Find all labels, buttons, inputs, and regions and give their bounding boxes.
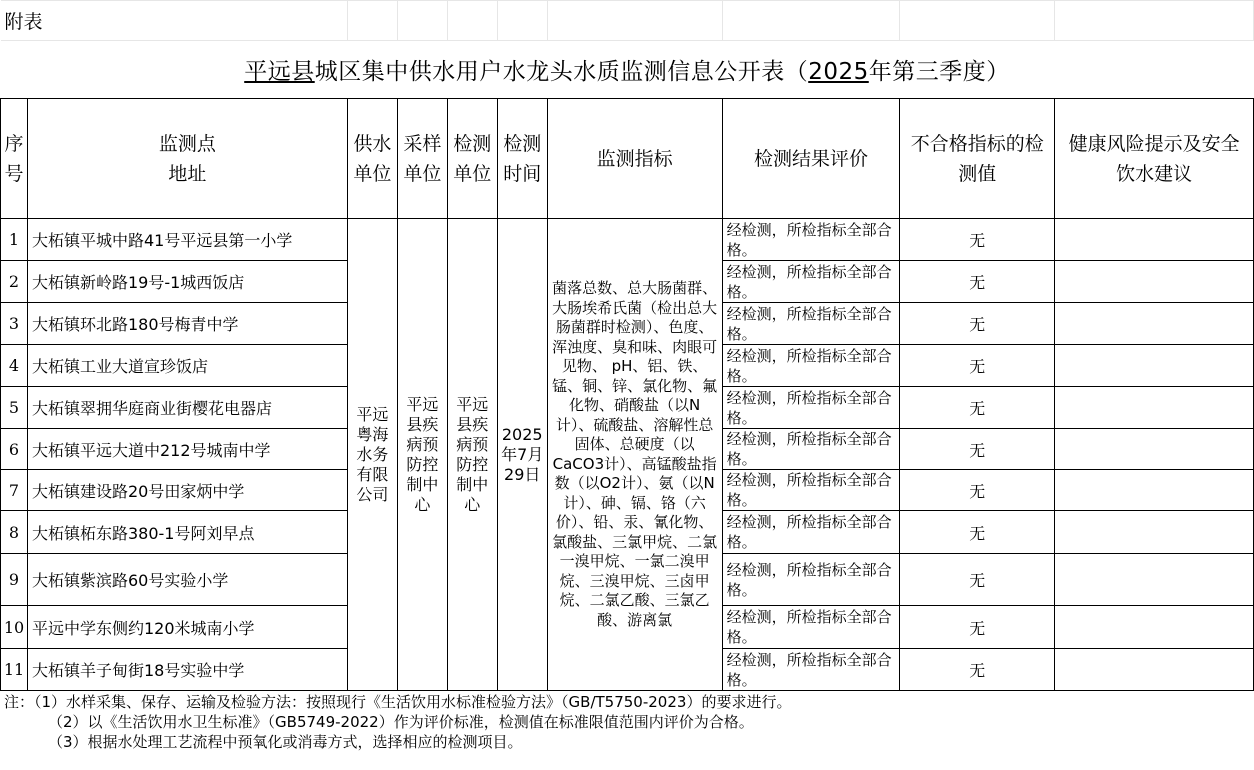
row-advice[interactable] xyxy=(1055,511,1254,554)
title-suffix: 年第三季度） xyxy=(868,59,1010,85)
row-number[interactable]: 5 xyxy=(1,387,28,429)
title-year: 2025 xyxy=(808,59,869,85)
col-header-advice[interactable]: 健康风险提示及安全饮水建议 xyxy=(1055,99,1254,219)
row-address[interactable]: 大柘镇建设路20号田家炳中学 xyxy=(27,470,347,511)
table-row xyxy=(1,219,1254,261)
col-header-nonconform[interactable]: 不合格指标的检测值 xyxy=(900,99,1055,219)
row-number[interactable]: 11 xyxy=(1,649,28,691)
appendix-label[interactable]: 附表 xyxy=(1,1,348,41)
row-advice[interactable] xyxy=(1055,649,1254,691)
row-advice[interactable] xyxy=(1055,261,1254,303)
row-evaluation[interactable]: 经检测，所检指标全部合格。 xyxy=(722,649,900,691)
indicators-cell[interactable]: 菌落总数、总大肠菌群、大肠埃希氏菌（检出总大肠菌群时检测）、色度、浑浊度、臭和味、肉眼可见物、 pH、铝、铁、锰、铜、锌、氯化物、氟化物、硝酸盐（以N计）、硫酸盐、溶解性总固体、总硬度（以CaCO3计）、高锰酸盐指数（以O2计）、氨（以N计）、砷、镉、铬（六价）、铅、汞、氰化物、氯酸盐、三氯甲烷、二氯一溴甲烷、一氯二溴甲烷、三溴甲烷、三卤甲烷、二氯乙酸、三氯乙酸、游离氯 xyxy=(547,219,722,691)
title-row xyxy=(1,41,1254,99)
row-evaluation[interactable]: 经检测，所检指标全部合格。 xyxy=(722,554,900,606)
row-number[interactable]: 9 xyxy=(1,554,28,606)
row-number[interactable]: 3 xyxy=(1,303,28,345)
row-address[interactable]: 大柘镇环北路180号梅青中学 xyxy=(27,303,347,345)
row-address[interactable]: 大柘镇平远大道中212号城南中学 xyxy=(27,429,347,470)
row-address[interactable]: 大柘镇平城中路41号平远县第一小学 xyxy=(27,219,347,261)
table-title[interactable] xyxy=(1,41,1254,99)
column-header-row xyxy=(1,99,1254,219)
row-number[interactable]: 1 xyxy=(1,219,28,261)
row-evaluation[interactable]: 经检测，所检指标全部合格。 xyxy=(722,303,900,345)
row-number[interactable]: 6 xyxy=(1,429,28,470)
row-nonconform[interactable]: 无 xyxy=(900,345,1055,387)
row-number[interactable]: 7 xyxy=(1,470,28,511)
col-header-site-line1: 监测点 xyxy=(158,132,216,155)
col-header-testing[interactable]: 检测单位 xyxy=(447,99,497,219)
note-line: （2）以《生活饮用水卫生标准》（GB5749-2022）作为评价标准，检测值在标准限值范围内评价为合格。 xyxy=(48,713,754,731)
supply-unit-cell[interactable]: 平远粤海水务有限公司 xyxy=(347,219,397,691)
title-prefix: 平远县 xyxy=(244,59,315,85)
col-header-time[interactable]: 检测时间 xyxy=(497,99,547,219)
row-evaluation[interactable]: 经检测，所检指标全部合格。 xyxy=(722,429,900,470)
row-address[interactable]: 大柘镇羊子甸街18号实验中学 xyxy=(27,649,347,691)
sampling-unit-cell[interactable]: 平远县疾病预防控制中心 xyxy=(397,219,447,691)
row-address[interactable]: 大柘镇紫滨路60号实验小学 xyxy=(27,554,347,606)
col-header-supply[interactable]: 供水单位 xyxy=(347,99,397,219)
row-evaluation[interactable]: 经检测，所检指标全部合格。 xyxy=(722,345,900,387)
row-nonconform[interactable]: 无 xyxy=(900,429,1055,470)
empty-cell[interactable] xyxy=(347,1,397,41)
empty-cell[interactable] xyxy=(722,1,900,41)
empty-cell[interactable] xyxy=(497,1,547,41)
col-header-indicators[interactable]: 监测指标 xyxy=(547,99,722,219)
row-nonconform[interactable]: 无 xyxy=(900,511,1055,554)
col-header-evaluation[interactable]: 检测结果评价 xyxy=(722,99,900,219)
testing-unit-cell[interactable]: 平远县疾病预防控制中心 xyxy=(447,219,497,691)
row-advice[interactable] xyxy=(1055,606,1254,649)
notes-block xyxy=(0,692,1254,770)
empty-cell[interactable] xyxy=(397,1,447,41)
row-advice[interactable] xyxy=(1055,345,1254,387)
row-address[interactable]: 大柘镇工业大道宣珍饭店 xyxy=(27,345,347,387)
row-advice[interactable] xyxy=(1055,303,1254,345)
note-line: （3）根据水处理工艺流程中预氧化或消毒方式，选择相应的检测项目。 xyxy=(48,733,523,751)
row-evaluation[interactable]: 经检测，所检指标全部合格。 xyxy=(722,511,900,554)
empty-cell[interactable] xyxy=(1055,1,1254,41)
row-nonconform[interactable]: 无 xyxy=(900,606,1055,649)
empty-cell[interactable] xyxy=(447,1,497,41)
row-nonconform[interactable]: 无 xyxy=(900,470,1055,511)
row-evaluation[interactable]: 经检测，所检指标全部合格。 xyxy=(722,219,900,261)
row-number[interactable]: 10 xyxy=(1,606,28,649)
col-header-site-line2: 地址 xyxy=(168,162,207,185)
row-advice[interactable] xyxy=(1055,429,1254,470)
row-nonconform[interactable]: 无 xyxy=(900,261,1055,303)
row-address[interactable]: 平远中学东侧约120米城南小学 xyxy=(27,606,347,649)
note-line: 注：（1）水样采集、保存、运输及检验方法：按照现行《生活饮用水标准检验方法》（GB/T5750-2023）的要求进行。 xyxy=(4,693,792,711)
row-nonconform[interactable]: 无 xyxy=(900,303,1055,345)
row-address[interactable]: 大柘镇柘东路380-1号阿刘早点 xyxy=(27,511,347,554)
row-evaluation[interactable]: 经检测，所检指标全部合格。 xyxy=(722,606,900,649)
test-time-cell[interactable]: 2025年7月29日 xyxy=(497,219,547,691)
row-evaluation[interactable]: 经检测，所检指标全部合格。 xyxy=(722,387,900,429)
row-nonconform[interactable]: 无 xyxy=(900,219,1055,261)
row-nonconform[interactable]: 无 xyxy=(900,387,1055,429)
row-address[interactable]: 大柘镇翠拥华庭商业街樱花电器店 xyxy=(27,387,347,429)
row-number[interactable]: 4 xyxy=(1,345,28,387)
row-advice[interactable] xyxy=(1055,554,1254,606)
row-nonconform[interactable]: 无 xyxy=(900,649,1055,691)
title-middle: 城区集中供水用户水龙头水质监测信息公开表（ xyxy=(314,59,809,85)
row-evaluation[interactable]: 经检测，所检指标全部合格。 xyxy=(722,261,900,303)
col-header-seq[interactable]: 序号 xyxy=(1,99,28,219)
row-advice[interactable] xyxy=(1055,470,1254,511)
row-advice[interactable] xyxy=(1055,387,1254,429)
appendix-row xyxy=(1,1,1254,41)
row-advice[interactable] xyxy=(1055,219,1254,261)
empty-cell[interactable] xyxy=(900,1,1055,41)
col-header-site[interactable] xyxy=(27,99,347,219)
row-evaluation[interactable]: 经检测，所检指标全部合格。 xyxy=(722,470,900,511)
col-header-sampling[interactable]: 采样单位 xyxy=(397,99,447,219)
row-address[interactable]: 大柘镇新岭路19号-1城西饭店 xyxy=(27,261,347,303)
row-number[interactable]: 8 xyxy=(1,511,28,554)
empty-cell[interactable] xyxy=(547,1,722,41)
row-nonconform[interactable]: 无 xyxy=(900,554,1055,606)
row-number[interactable]: 2 xyxy=(1,261,28,303)
